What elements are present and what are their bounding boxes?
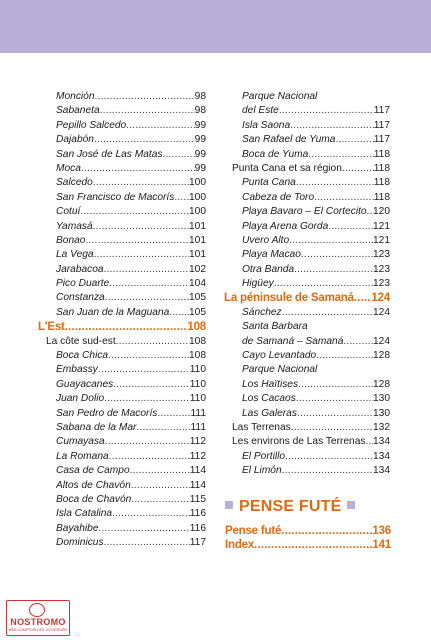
toc-left-column xyxy=(38,90,206,551)
toc-entry-label: Isla Saona xyxy=(242,119,291,131)
dot-leader xyxy=(94,133,195,147)
toc-entry-page: 108 xyxy=(187,321,206,334)
dot-leader xyxy=(81,162,195,176)
toc-entry-label: Playa Bavaro – El Cortecito xyxy=(242,206,367,218)
toc-entry-page: 120 xyxy=(373,206,390,218)
toc-entry-label: Las Terrenas xyxy=(232,421,291,433)
toc-entry-label: Jarabacoa xyxy=(56,263,104,275)
toc-entry-page: 124 xyxy=(371,292,390,305)
dot-leader xyxy=(136,421,190,435)
dot-leader xyxy=(93,220,189,234)
toc-entry-label: del Este xyxy=(242,105,279,117)
section-heading-text: PENSE FUTÉ xyxy=(239,498,342,515)
toc-entry-label: Playa Macao xyxy=(242,249,301,261)
toc-entry-label: Cotuí xyxy=(56,206,81,218)
toc-entry xyxy=(56,378,206,392)
toc-entry-page: 98 xyxy=(194,105,206,117)
toc-entry xyxy=(242,464,390,478)
square-bullet-icon xyxy=(347,501,355,509)
dot-leader xyxy=(162,148,194,162)
dot-leader xyxy=(297,407,373,421)
toc-entry-label: Pepillo Salcedo xyxy=(56,119,127,131)
dot-leader xyxy=(126,119,194,133)
toc-entry xyxy=(56,536,206,550)
dot-leader xyxy=(85,234,189,248)
toc-entry xyxy=(56,248,206,262)
toc-entry-page: 118 xyxy=(373,177,390,189)
toc-entry xyxy=(56,464,206,478)
toc-entry-label: San Juan de la Maguana xyxy=(56,306,170,318)
toc-entry-page: 102 xyxy=(189,263,206,275)
toc-entry xyxy=(232,162,390,176)
toc-entry-page: 100 xyxy=(189,177,206,189)
dot-leader xyxy=(296,392,373,406)
toc-entry-page: 124 xyxy=(373,335,390,347)
toc-entry-label: Los Cacaos xyxy=(242,393,296,405)
toc-section-entry xyxy=(225,524,391,538)
dot-leader xyxy=(281,524,372,538)
toc-entry-page: 99 xyxy=(194,119,206,131)
toc-entry xyxy=(56,191,206,205)
dot-leader xyxy=(109,277,189,291)
toc-entry-page: 116 xyxy=(189,508,206,520)
toc-section-entry xyxy=(224,291,390,305)
toc-entry-page: 134 xyxy=(373,436,390,448)
toc-entry xyxy=(56,119,206,133)
toc-entry-label: L'Est xyxy=(38,321,65,334)
toc-entry-label: Moca xyxy=(56,162,81,174)
toc-entry xyxy=(56,104,206,118)
toc-entry-page: 108 xyxy=(189,350,206,362)
toc-entry xyxy=(56,263,206,277)
dot-leader xyxy=(294,263,373,277)
toc-entry-page: 99 xyxy=(194,148,206,160)
toc-entry-label: Altos de Chavón xyxy=(56,479,131,491)
toc-entry xyxy=(242,220,390,234)
toc-entry-page: 130 xyxy=(373,393,390,405)
toc-entry-label: Las Galeras xyxy=(242,407,297,419)
toc-entry xyxy=(56,421,206,435)
toc-entry-page: 110 xyxy=(189,364,206,376)
toc-entry-page: 110 xyxy=(189,378,206,390)
toc-entry-label: Higüey xyxy=(242,278,274,290)
toc-entry-page: 117 xyxy=(373,119,390,131)
toc-entry-page: 118 xyxy=(373,191,390,203)
dot-leader xyxy=(105,291,189,305)
toc-entry xyxy=(242,363,390,377)
dot-leader xyxy=(130,464,190,478)
toc-entry-page: 134 xyxy=(373,465,390,477)
dot-leader xyxy=(354,291,372,305)
toc-entry-page: 105 xyxy=(189,292,206,304)
toc-entry xyxy=(56,90,206,104)
toc-entry-page: 116 xyxy=(189,522,206,534)
toc-entry-label: San Pedro de Macorís xyxy=(56,407,158,419)
toc-entry-page: 110 xyxy=(189,393,206,405)
toc-entry-page: 123 xyxy=(373,278,390,290)
toc-entry-page: 118 xyxy=(373,148,390,160)
toc-entry xyxy=(242,407,390,421)
toc-entry-page: 101 xyxy=(189,234,206,246)
toc-entry xyxy=(56,205,206,219)
toc-entry-page: 117 xyxy=(373,134,390,146)
toc-entry-label: Parque Nacional xyxy=(242,91,318,102)
toc-entry-label: San Francisco de Macorís xyxy=(56,191,175,203)
toc-entry xyxy=(242,349,390,363)
toc-entry-label: Juan Dolio xyxy=(56,393,105,405)
dot-leader xyxy=(104,536,190,550)
toc-entry xyxy=(242,205,390,219)
dot-leader xyxy=(274,277,373,291)
dot-leader xyxy=(316,349,373,363)
toc-entry-page: 101 xyxy=(189,220,206,232)
toc-entry-label: Bayahibe xyxy=(56,522,99,534)
dot-leader xyxy=(105,435,190,449)
dot-leader xyxy=(100,104,195,118)
toc-entry xyxy=(56,479,206,493)
toc-entry-label: Punta Cana xyxy=(242,177,296,189)
toc-entry xyxy=(56,277,206,291)
toc-entry-page: 132 xyxy=(373,421,390,433)
dot-leader xyxy=(113,378,190,392)
toc-entry-label: Casa de Campo xyxy=(56,465,130,477)
toc-entry-label: Sánchez xyxy=(242,306,282,318)
toc-entry xyxy=(46,335,206,349)
toc-entry xyxy=(232,421,390,435)
toc-entry-page: 100 xyxy=(189,191,206,203)
toc-entry-page: 118 xyxy=(373,162,390,174)
toc-entry-page: 128 xyxy=(373,350,390,362)
toc-entry-page: 111 xyxy=(190,407,206,419)
dot-leader xyxy=(98,522,189,536)
toc-entry xyxy=(242,104,390,118)
dot-leader xyxy=(169,306,189,320)
dot-leader xyxy=(112,507,190,521)
toc-entry xyxy=(242,320,390,334)
toc-entry-label: La péninsule de Samaná xyxy=(224,292,354,305)
dot-leader xyxy=(282,464,373,478)
toc-bottom-list xyxy=(225,524,391,553)
section-heading xyxy=(225,498,415,516)
toc-entry xyxy=(56,493,206,507)
toc-entry xyxy=(232,435,390,449)
toc-entry-label: Yamasá xyxy=(56,220,93,232)
toc-section-entry xyxy=(225,538,391,552)
toc-entry-label: El Limón xyxy=(242,465,282,477)
dot-leader xyxy=(104,392,190,406)
dot-leader xyxy=(95,90,195,104)
toc-entry-page: 121 xyxy=(373,234,390,246)
toc-entry-page: 141 xyxy=(372,539,391,552)
toc-entry xyxy=(56,306,206,320)
dot-leader xyxy=(254,538,372,552)
toc-entry-label: Punta Cana et sa région xyxy=(232,162,342,174)
dot-leader xyxy=(296,176,374,190)
dot-leader xyxy=(65,320,188,334)
logo-tagline: WEB COMPTOIR DES VOYAGEURS xyxy=(8,628,68,632)
toc-entry-label: Pico Duarte xyxy=(56,278,110,290)
toc-entry-page: 112 xyxy=(189,436,206,448)
dot-leader xyxy=(108,349,189,363)
toc-entry xyxy=(56,133,206,147)
toc-entry-label: El Portillo xyxy=(242,450,286,462)
toc-entry-label: Cayo Levantado xyxy=(242,350,317,362)
dot-leader xyxy=(104,263,189,277)
toc-entry xyxy=(242,378,390,392)
toc-entry-label: Constanza xyxy=(56,292,105,304)
toc-entry-page: 108 xyxy=(189,335,206,347)
dot-leader xyxy=(335,133,373,147)
toc-entry-label: Dominicus xyxy=(56,537,104,549)
square-bullet-icon xyxy=(225,501,233,509)
toc-entry xyxy=(56,162,206,176)
toc-entry xyxy=(242,306,390,320)
dot-leader xyxy=(116,335,189,349)
toc-entry-label: Index xyxy=(225,539,255,552)
dot-leader xyxy=(279,104,374,118)
toc-entry-label: Boca de Chavón xyxy=(56,493,132,505)
toc-entry-page: 114 xyxy=(189,465,206,477)
toc-entry xyxy=(242,234,390,248)
toc-entry xyxy=(242,335,390,349)
toc-entry-label: Cumayasa xyxy=(56,436,105,448)
toc-entry-label: Uvero Alto xyxy=(242,234,290,246)
header-band xyxy=(0,0,431,53)
dot-leader xyxy=(80,205,189,219)
toc-entry xyxy=(242,90,390,104)
toc-entry xyxy=(56,507,206,521)
publisher-logo xyxy=(6,600,70,636)
dot-leader xyxy=(98,363,190,377)
toc-entry-label: Bonao xyxy=(56,234,86,246)
toc-entry-page: 124 xyxy=(373,306,390,318)
dot-leader xyxy=(131,479,190,493)
toc-entry xyxy=(242,119,390,133)
toc-entry-label: Sabaneta xyxy=(56,105,100,117)
toc-entry-page: 128 xyxy=(373,378,390,390)
toc-entry xyxy=(56,349,206,363)
dot-leader xyxy=(298,378,373,392)
toc-entry xyxy=(56,392,206,406)
globe-icon xyxy=(29,603,45,617)
toc-right-column xyxy=(224,90,390,479)
toc-entry-label: Monción xyxy=(56,91,95,102)
toc-entry-label: Embassy xyxy=(56,364,98,376)
toc-entry-label: Los Haïtises xyxy=(242,378,299,390)
dot-leader xyxy=(289,234,373,248)
dot-leader xyxy=(343,335,373,349)
toc-entry xyxy=(56,176,206,190)
dot-leader xyxy=(131,493,189,507)
toc-entry-label: Dajabón xyxy=(56,134,94,146)
toc-entry-page: 117 xyxy=(373,105,390,117)
toc-section-entry xyxy=(38,320,206,334)
toc-entry xyxy=(242,450,390,464)
dot-leader xyxy=(109,450,190,464)
dot-leader xyxy=(290,119,374,133)
toc-entry xyxy=(56,435,206,449)
toc-entry xyxy=(56,407,206,421)
toc-entry xyxy=(56,363,206,377)
toc-entry-page: 98 xyxy=(194,91,206,102)
toc-entry-page: 112 xyxy=(189,450,206,462)
toc-entry-label: San Rafael de Yuma xyxy=(242,134,336,146)
toc-entry-label: Sabana de la Mar xyxy=(56,421,137,433)
toc-entry-label: Santa Barbara xyxy=(242,321,308,333)
toc-entry-page: 115 xyxy=(189,493,206,505)
toc-entry xyxy=(56,291,206,305)
toc-entry-page: 136 xyxy=(372,525,391,537)
toc-entry-label: Playa Arena Gorda xyxy=(242,220,329,232)
toc-entry-label: Pense futé xyxy=(225,525,282,537)
dot-leader xyxy=(328,220,373,234)
toc-entry-page: 101 xyxy=(189,249,206,261)
toc-entry xyxy=(242,263,390,277)
dot-leader xyxy=(285,450,373,464)
dot-leader xyxy=(342,162,374,176)
toc-entry-page: 105 xyxy=(189,306,206,318)
toc-entry xyxy=(242,148,390,162)
dot-leader xyxy=(282,306,373,320)
toc-entry xyxy=(242,191,390,205)
toc-entry-label: de Samaná – Samaná xyxy=(242,335,344,347)
toc-entry-label: Otra Banda xyxy=(242,263,295,275)
dot-leader xyxy=(94,248,189,262)
toc-entry-page: 117 xyxy=(189,537,206,549)
toc-entry-page: 123 xyxy=(373,263,390,275)
toc-entry-page: 114 xyxy=(189,479,206,491)
dot-leader xyxy=(291,421,373,435)
toc-entry-page: 123 xyxy=(373,249,390,261)
toc-entry-label: Boca de Yuma xyxy=(242,148,309,160)
toc-entry-label: San José de Las Matas xyxy=(56,148,163,160)
toc-entry-label: La Romana xyxy=(56,450,109,462)
toc-entry xyxy=(242,277,390,291)
toc-entry-label: Isla Catalina xyxy=(56,508,113,520)
toc-entry xyxy=(242,133,390,147)
toc-entry xyxy=(56,148,206,162)
toc-entry-page: 134 xyxy=(373,450,390,462)
dot-leader xyxy=(174,191,189,205)
toc-entry xyxy=(242,248,390,262)
dot-leader xyxy=(301,248,373,262)
toc-entry-label: La côte sud-est xyxy=(46,335,116,347)
toc-entry-page: 99 xyxy=(194,162,206,174)
toc-entry-page: 121 xyxy=(373,220,390,232)
toc-entry xyxy=(56,220,206,234)
toc-entry-label: Salcedo xyxy=(56,177,93,189)
dot-leader xyxy=(308,148,373,162)
dot-leader xyxy=(157,407,190,421)
dot-leader xyxy=(365,435,373,449)
toc-entry-page: 104 xyxy=(189,278,206,290)
toc-entry xyxy=(56,450,206,464)
toc-entry-label: Guayacanes xyxy=(56,378,114,390)
toc-entry xyxy=(56,522,206,536)
dot-leader xyxy=(314,191,374,205)
toc-entry-label: Cabeza de Toro xyxy=(242,191,315,203)
toc-entry-label: Parque Nacional xyxy=(242,364,318,376)
logo-name: NOSTROMO xyxy=(10,617,66,627)
toc-entry xyxy=(56,234,206,248)
toc-entry-label: Les environs de Las Terrenas xyxy=(232,436,366,448)
dot-leader xyxy=(93,176,189,190)
toc-entry-page: 111 xyxy=(190,421,206,433)
toc-entry-page: 99 xyxy=(194,134,206,146)
toc-entry-page: 100 xyxy=(189,206,206,218)
toc-entry-label: La Vega xyxy=(56,249,94,261)
toc-entry-page: 130 xyxy=(373,407,390,419)
toc-entry xyxy=(242,392,390,406)
toc-entry-label: Boca Chica xyxy=(56,350,109,362)
toc-entry xyxy=(242,176,390,190)
